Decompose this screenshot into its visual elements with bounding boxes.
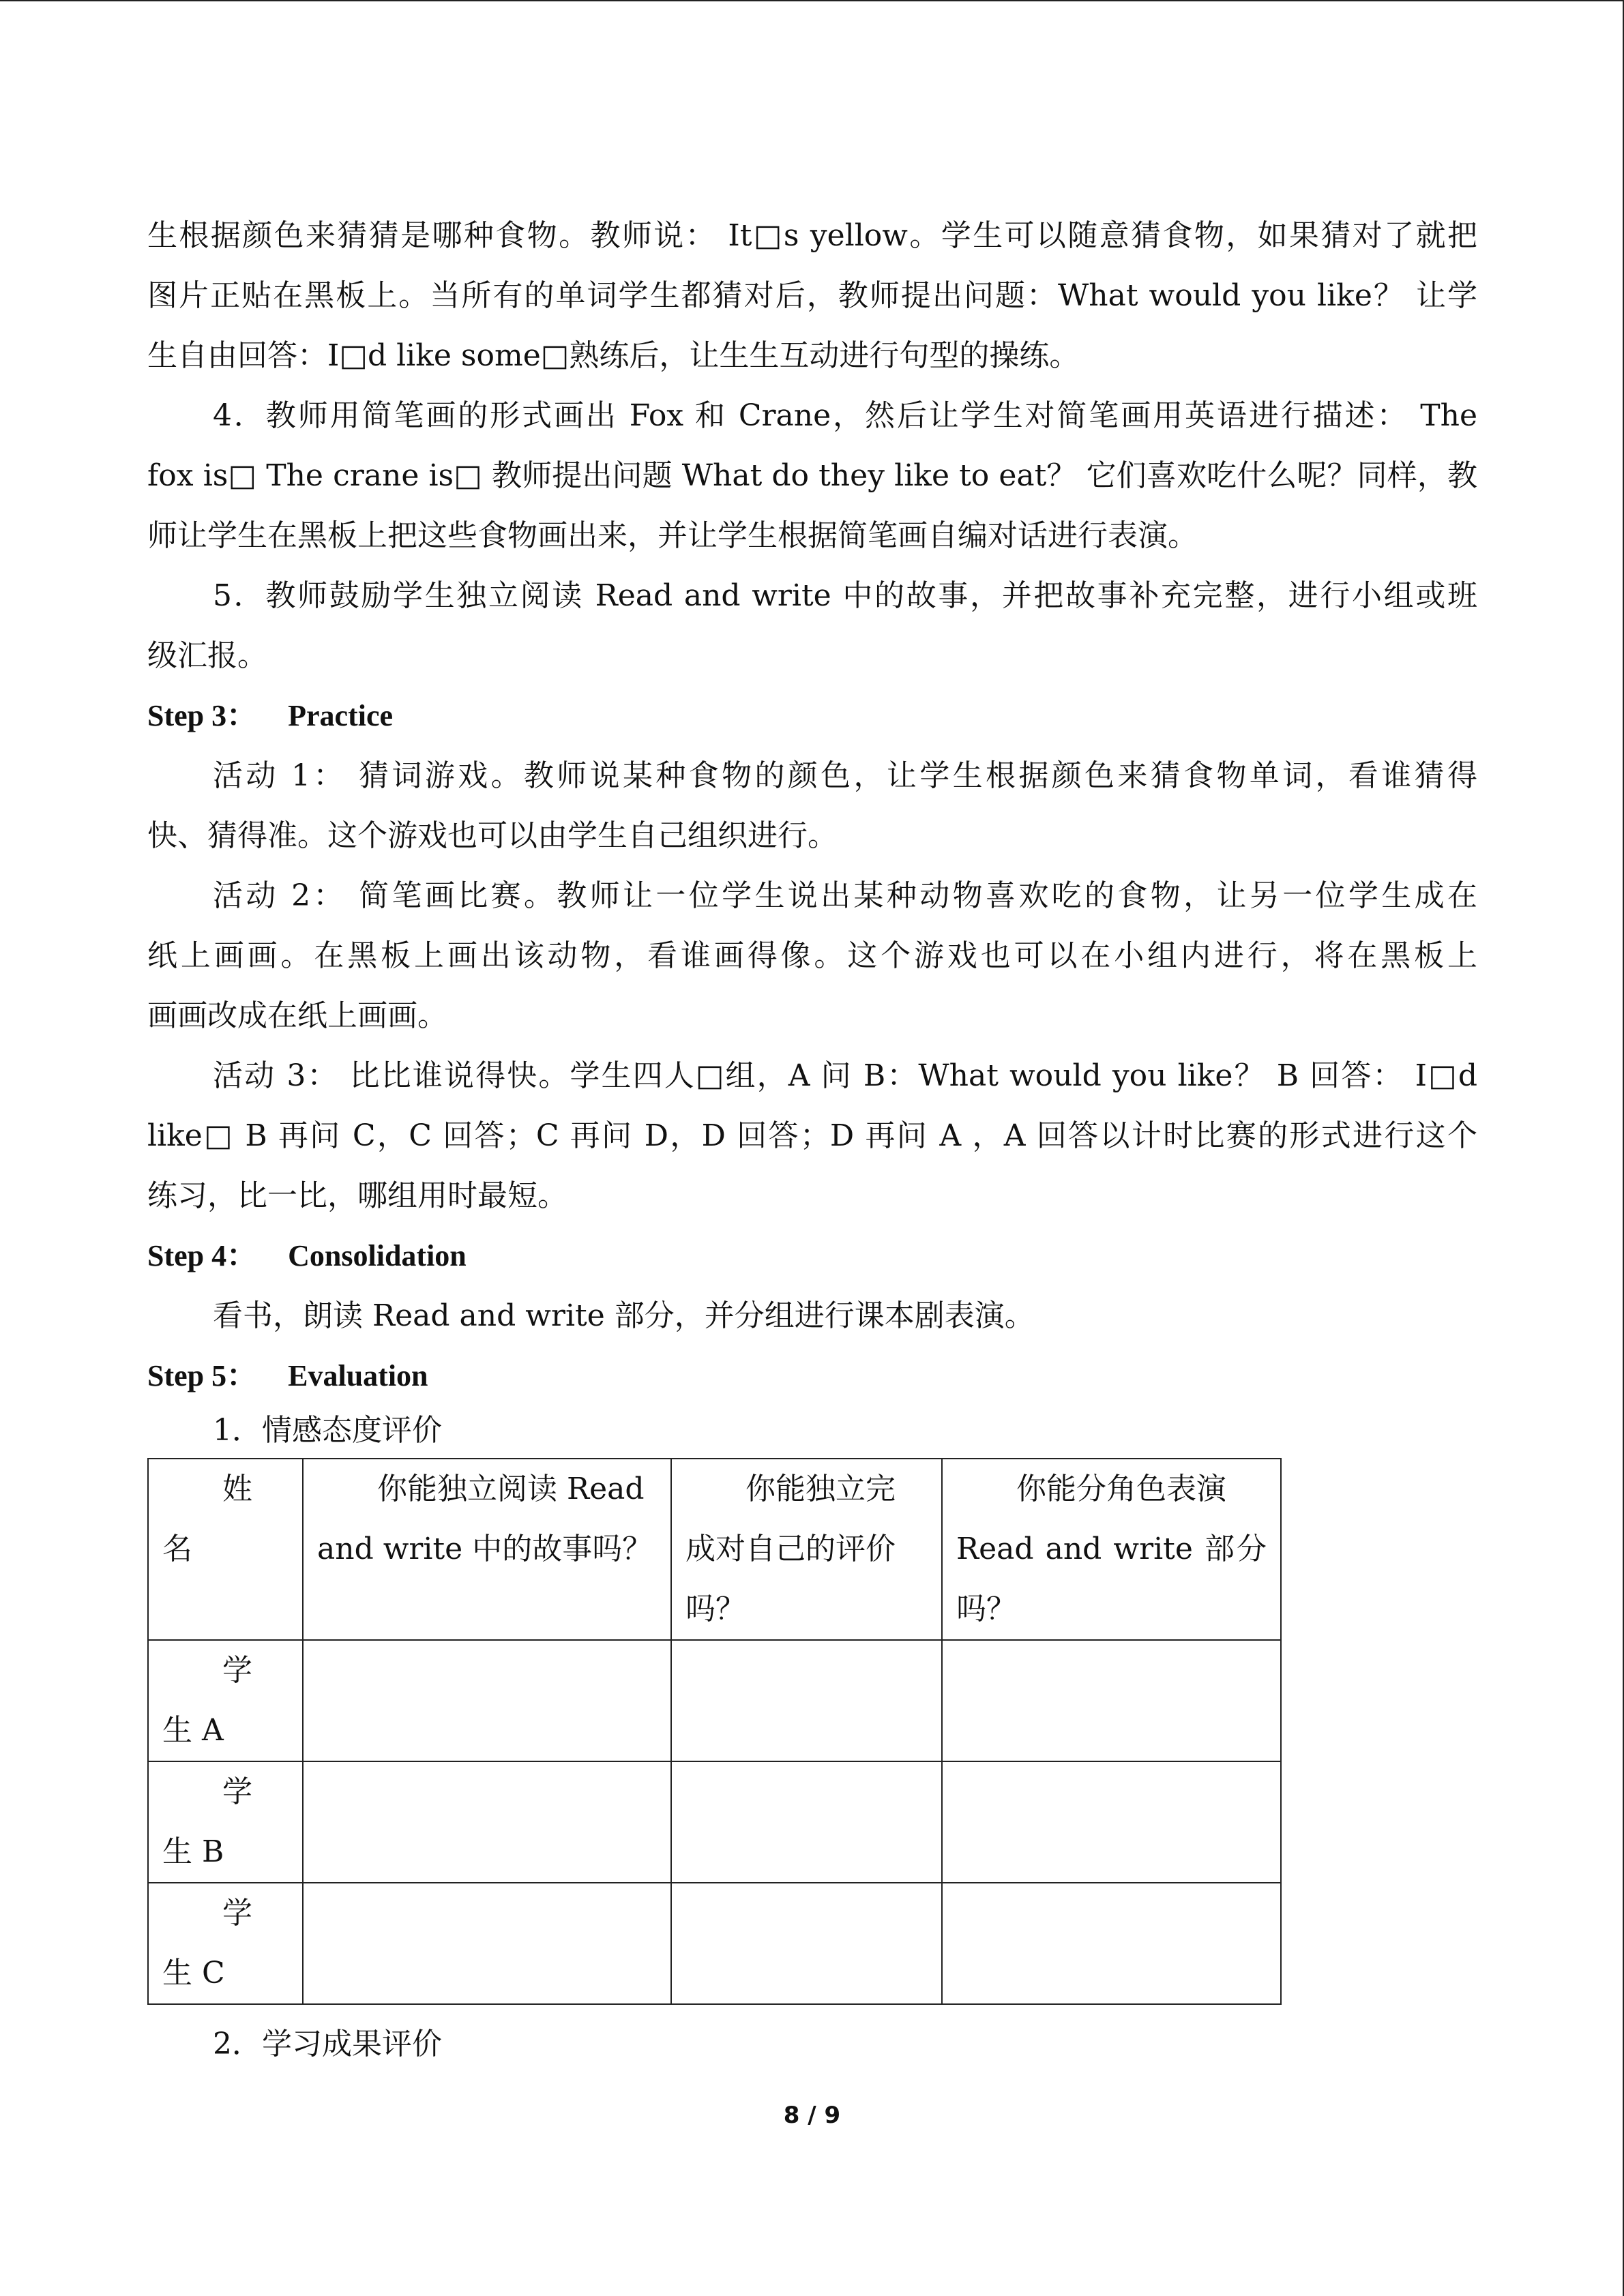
cell-text: 吗？ [956, 1592, 1016, 1626]
table-header-row [148, 1459, 1281, 1640]
step-4-heading [147, 1226, 1477, 1286]
table-row [148, 1883, 1281, 2004]
cell-text: 你能分角色表演 [1016, 1472, 1226, 1506]
table-cell[interactable] [942, 1761, 1281, 1883]
cell-text: and write 中的故事吗？ [317, 1532, 653, 1566]
text-line: like□ B 再问 C，C 回答；C 再问 D，D 回答；D 再问 A ，A 回答以计时比赛的形式进行这个 [147, 1118, 1477, 1153]
text-line: 生根据颜色来猜猜是哪种食物。教师说： It□s yellow。学生可以随意猜食物，如果猜对了就把 [147, 218, 1477, 253]
cell-text: Read and write 部分 [956, 1532, 1267, 1566]
step-label: Step 4： [147, 1239, 257, 1272]
cell-text: 名 [162, 1532, 192, 1566]
text-line: 师让学生在黑板上把这些食物画出来，并让学生根据简笔画自编对话进行表演。 [147, 518, 1198, 553]
text-line: 纸上画画。在黑板上画出该动物，看谁画得像。这个游戏也可以在小组内进行，将在黑板上 [147, 938, 1477, 973]
table-cell [148, 1761, 303, 1883]
table-header-cell [671, 1459, 942, 1640]
cell-text: 你能独立阅读 Read [377, 1472, 645, 1506]
list-item-2: 2．学习成果评价 [213, 2027, 442, 2061]
step-label: Step 3： [147, 699, 257, 732]
text-line: 图片正贴在黑板上。当所有的单词学生都猜对后，教师提出问题：What would you like？ 让学 [147, 278, 1477, 313]
text-line: 活动 3： 比比谁说得快。学生四人□组，A 问 B：What would you like？ B 回答： I□d [213, 1058, 1477, 1093]
list-item-1: 1．情感态度评价 [213, 1413, 442, 1448]
table-cell[interactable] [303, 1883, 671, 2004]
evaluation-table [147, 1458, 1282, 2005]
cell-text: 生 A [162, 1713, 224, 1748]
text-line: 画画改成在纸上画画。 [147, 998, 447, 1033]
paragraph [147, 206, 1477, 386]
table-row [148, 1640, 1281, 1761]
table-header-cell [303, 1459, 671, 1640]
table-cell[interactable] [942, 1640, 1281, 1761]
page-content [147, 206, 1477, 2074]
table-cell [148, 1883, 303, 2004]
step-label: Step 5： [147, 1359, 257, 1392]
step-title: Practice [288, 699, 393, 732]
text-line: fox is□ The crane is□ 教师提出问题 What do they like to eat？ 它们喜欢吃什么呢？同样，教 [147, 458, 1477, 493]
cell-text: 你能独立完 [745, 1472, 896, 1506]
step-title: Consolidation [288, 1239, 467, 1272]
cell-text: 成对自己的评价 [685, 1532, 896, 1566]
text-line: 生自由回答：I□d like some□熟练后，让生生互动进行句型的操练。 [147, 338, 1080, 373]
cell-text: 学 [222, 1653, 252, 1688]
cell-text: 姓 [222, 1472, 252, 1506]
cell-text: 生 C [162, 1956, 225, 1991]
table-cell[interactable] [671, 1761, 942, 1883]
table-cell[interactable] [942, 1883, 1281, 2004]
text-line: 活动 2： 简笔画比赛。教师让一位学生说出某种动物喜欢吃的食物，让另一位学生成在 [213, 878, 1477, 913]
text-line: 快、猜得准。这个游戏也可以由学生自己组织进行。 [147, 818, 838, 853]
text-line: 4．教师用简笔画的形式画出 Fox 和 Crane，然后让学生对简笔画用英语进行描述： The [213, 398, 1477, 433]
cell-text: 学 [222, 1896, 252, 1930]
cell-text: 生 B [162, 1834, 224, 1869]
table-cell[interactable] [303, 1761, 671, 1883]
step-title: Evaluation [288, 1359, 428, 1392]
cell-text: 学 [222, 1774, 252, 1809]
text-line: 活动 1： 猜词游戏。教师说某种食物的颜色，让学生根据颜色来猜食物单词，看谁猜得 [213, 758, 1477, 793]
step-3-heading [147, 686, 1477, 746]
step-5-heading [147, 1346, 1477, 1406]
activity-1 [147, 746, 1477, 866]
text-line: 练习，比一比，哪组用时最短。 [147, 1178, 567, 1213]
activity-2 [147, 866, 1477, 1046]
table-cell[interactable] [671, 1883, 942, 2004]
table-cell [148, 1640, 303, 1761]
text-line: 看书，朗读 Read and write 部分，并分组进行课本剧表演。 [213, 1298, 1035, 1333]
table-row [148, 1761, 1281, 1883]
table-cell[interactable] [303, 1640, 671, 1761]
text-line: 5．教师鼓励学生独立阅读 Read and write 中的故事，并把故事补充完整，进行小组或班 [213, 578, 1477, 613]
cell-text: 吗？ [685, 1592, 745, 1626]
table-header-cell [148, 1459, 303, 1640]
paragraph [147, 566, 1477, 686]
table-header-cell [942, 1459, 1281, 1640]
text-line: 级汇报。 [147, 638, 267, 673]
table-cell[interactable] [671, 1640, 942, 1761]
activity-3 [147, 1046, 1477, 1226]
paragraph [147, 386, 1477, 566]
page-number: 8 / 9 [783, 2102, 841, 2129]
